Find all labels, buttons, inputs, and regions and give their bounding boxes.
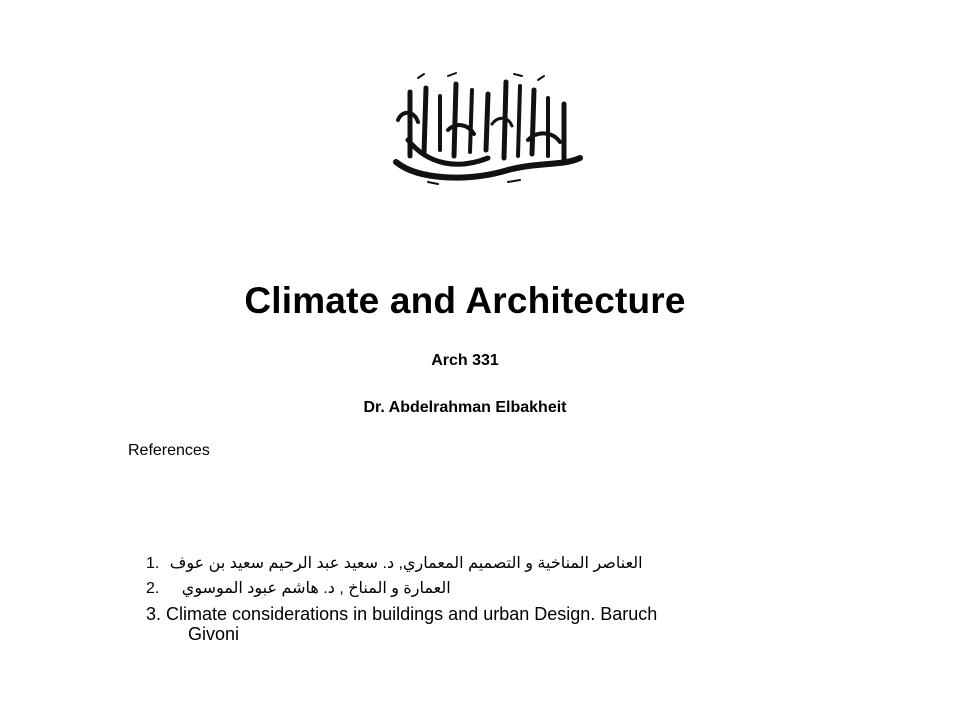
references-heading: References xyxy=(128,442,210,459)
reference-number: 2. xyxy=(146,580,160,597)
reference-number: 3. xyxy=(146,604,162,624)
course-code: Arch 331 xyxy=(431,352,499,369)
reference-item-2 xyxy=(146,578,451,598)
basmala-calligraphy-image xyxy=(388,70,588,188)
reference-item-1 xyxy=(146,553,643,573)
slide-title: Climate and Architecture xyxy=(244,280,686,321)
instructor-name: Dr. Abdelrahman Elbakheit xyxy=(363,399,567,416)
reference-text-arabic: العناصر المناخية و التصميم المعماري, د. سعيد عبد الرحيم سعيد بن عوف xyxy=(169,555,643,572)
reference-text-arabic: العمارة و المناخ , د. هاشم عبود الموسوي xyxy=(181,580,451,597)
reference-text-line-1: Climate considerations in buildings and urban Design. Baruch xyxy=(166,604,658,624)
reference-number: 1. xyxy=(146,555,160,572)
reference-text-line-2: Givoni xyxy=(188,624,240,644)
reference-item-3 xyxy=(146,604,786,644)
basmala-calligraphy-icon xyxy=(388,70,588,188)
